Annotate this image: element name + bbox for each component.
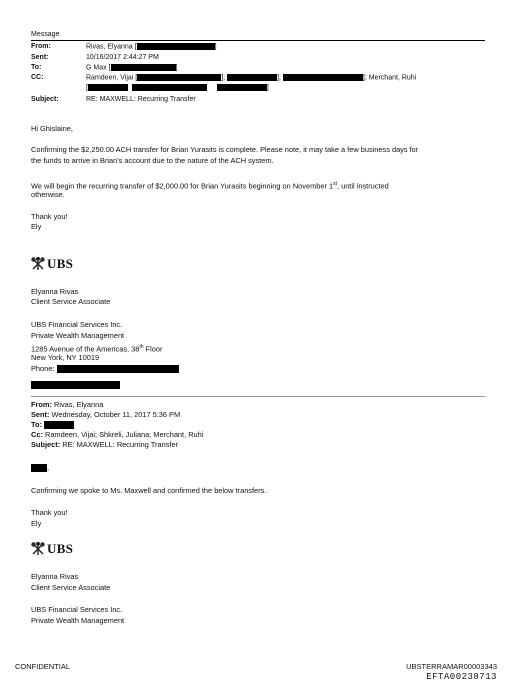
fwd-greeting [31, 463, 49, 473]
header-rule [31, 40, 485, 41]
ubs-logo [31, 256, 73, 272]
sig-phone [31, 364, 179, 374]
footer-confidential: CONFIDENTIAL [15, 662, 71, 671]
redaction-bar [283, 74, 363, 81]
message-label: Message [31, 31, 60, 38]
to-value [86, 64, 177, 71]
thanks: Thank you! [31, 212, 68, 221]
cc-label: CC: [31, 74, 44, 81]
para1-line2: the funds to arrive in Brian's account due to the nature of the ACH system. [31, 156, 274, 165]
para2-line1 [31, 179, 389, 191]
sig-address2: New York, NY 10019 [31, 353, 100, 362]
redaction-bar [44, 421, 74, 429]
greeting: Hi Ghislaine, [31, 124, 73, 133]
redaction-bar [31, 381, 120, 389]
para2-text: We will begin the recurring transfer of $2,000.00 for Brian Yurasits beginning on November 1 [31, 181, 334, 191]
ordinal-sup: st [333, 181, 337, 187]
to-text: G Max [ [86, 64, 111, 72]
sent-label: Sent: [31, 54, 49, 61]
fwd-from-value: Rivas, Elyanna [51, 400, 104, 409]
sig2-name: Elyanna Rivas [31, 572, 79, 581]
fwd-sent-value: Wednesday, October 11, 2017 5:36 PM [49, 410, 181, 419]
redaction-bar [137, 43, 215, 50]
sig2-title: Client Service Associate [31, 583, 111, 592]
fwd-subject-value: RE: MAXWELL: Recurring Transfer [60, 440, 179, 449]
cc-sep: ]; [221, 74, 226, 82]
para1-line1: Confirming the $2,250.00 ACH transfer for Brian Yurasits is complete. Please note, it may take a few business days for [31, 145, 419, 154]
subject-value: RE: MAXWELL: Recurring Transfer [86, 96, 196, 103]
sig-email-redacted [31, 376, 120, 394]
redaction-bar [227, 74, 277, 81]
bates-number: EFTA00238713 [426, 672, 497, 682]
subject-label: Subject: [31, 96, 59, 103]
ubs-logo-2 [31, 541, 73, 557]
forward-rule [31, 396, 485, 397]
fwd-line1: Confirming we spoke to Ms. Maxwell and confirmed the below transfers. [31, 486, 267, 495]
fwd-signoff: Ely [31, 519, 42, 528]
sig2-company: UBS Financial Services Inc. [31, 605, 123, 614]
para2-line2: otherwise. [31, 190, 65, 199]
cc-value [86, 74, 416, 81]
to-end: ] [175, 64, 178, 72]
fwd-cc-value: Ramdeen, Vijai; Shkreli, Juliana; Merchant, Ruhi [42, 430, 204, 439]
fwd-to [31, 420, 74, 430]
para2-tail: , until instructed [336, 181, 389, 191]
redaction-bar [111, 64, 176, 71]
cc-line2 [86, 84, 269, 91]
from-text: Rivas, Elyanna [ [86, 43, 137, 51]
ubs-keys-icon [31, 542, 45, 556]
fwd-from-label: From: [31, 400, 52, 409]
to-label: To: [31, 64, 42, 71]
sent-value: 10/16/2017 2:44:27 PM [86, 54, 159, 61]
sig-name: Elyanna Rivas [31, 287, 79, 296]
sig-title: Client Service Associate [31, 297, 111, 306]
fwd-greeting-comma: , [47, 463, 50, 472]
from-end: ] [214, 43, 217, 51]
address-text: 1285 Avenue of the Americas, 38 [31, 344, 140, 354]
redaction-bar [137, 74, 221, 81]
from-label: From: [31, 43, 51, 50]
floor-sup: th [139, 344, 144, 350]
cc-bracket: ] [266, 84, 269, 92]
signoff: Ely [31, 222, 42, 231]
redaction-bar [217, 84, 267, 91]
fwd-cc [31, 430, 203, 440]
redaction-bar [57, 365, 179, 373]
fwd-cc-label: Cc: [31, 430, 43, 439]
phone-label: Phone: [31, 364, 55, 373]
redaction-bar [88, 84, 128, 91]
fwd-subject-label: Subject: [31, 440, 61, 449]
ubs-keys-icon [31, 257, 45, 271]
footer-control-number: UBSTERRAMAR00003343 [406, 662, 497, 671]
sig-company: UBS Financial Services Inc. [31, 320, 123, 329]
redaction-bar [31, 463, 50, 472]
fwd-sent-label: Sent: [31, 410, 50, 419]
fwd-from [31, 400, 103, 410]
fwd-sent [31, 410, 180, 420]
address-tail: Floor [143, 344, 163, 354]
from-value [86, 43, 217, 50]
cc-tail: ]; Merchant, Ruhi [362, 74, 417, 82]
ubs-logo-text: UBS [47, 541, 74, 556]
cc-sep: ]; [277, 74, 281, 82]
cc-text: Ramdeen, Vijai [ [86, 74, 138, 82]
fwd-to-label: To: [31, 420, 42, 429]
sig2-division: Private Wealth Management [31, 616, 125, 625]
fwd-thanks: Thank you! [31, 508, 68, 517]
redaction-bar [132, 84, 207, 91]
sig-division: Private Wealth Management [31, 331, 125, 340]
ubs-logo-text: UBS [47, 256, 74, 271]
fwd-subject [31, 440, 178, 450]
